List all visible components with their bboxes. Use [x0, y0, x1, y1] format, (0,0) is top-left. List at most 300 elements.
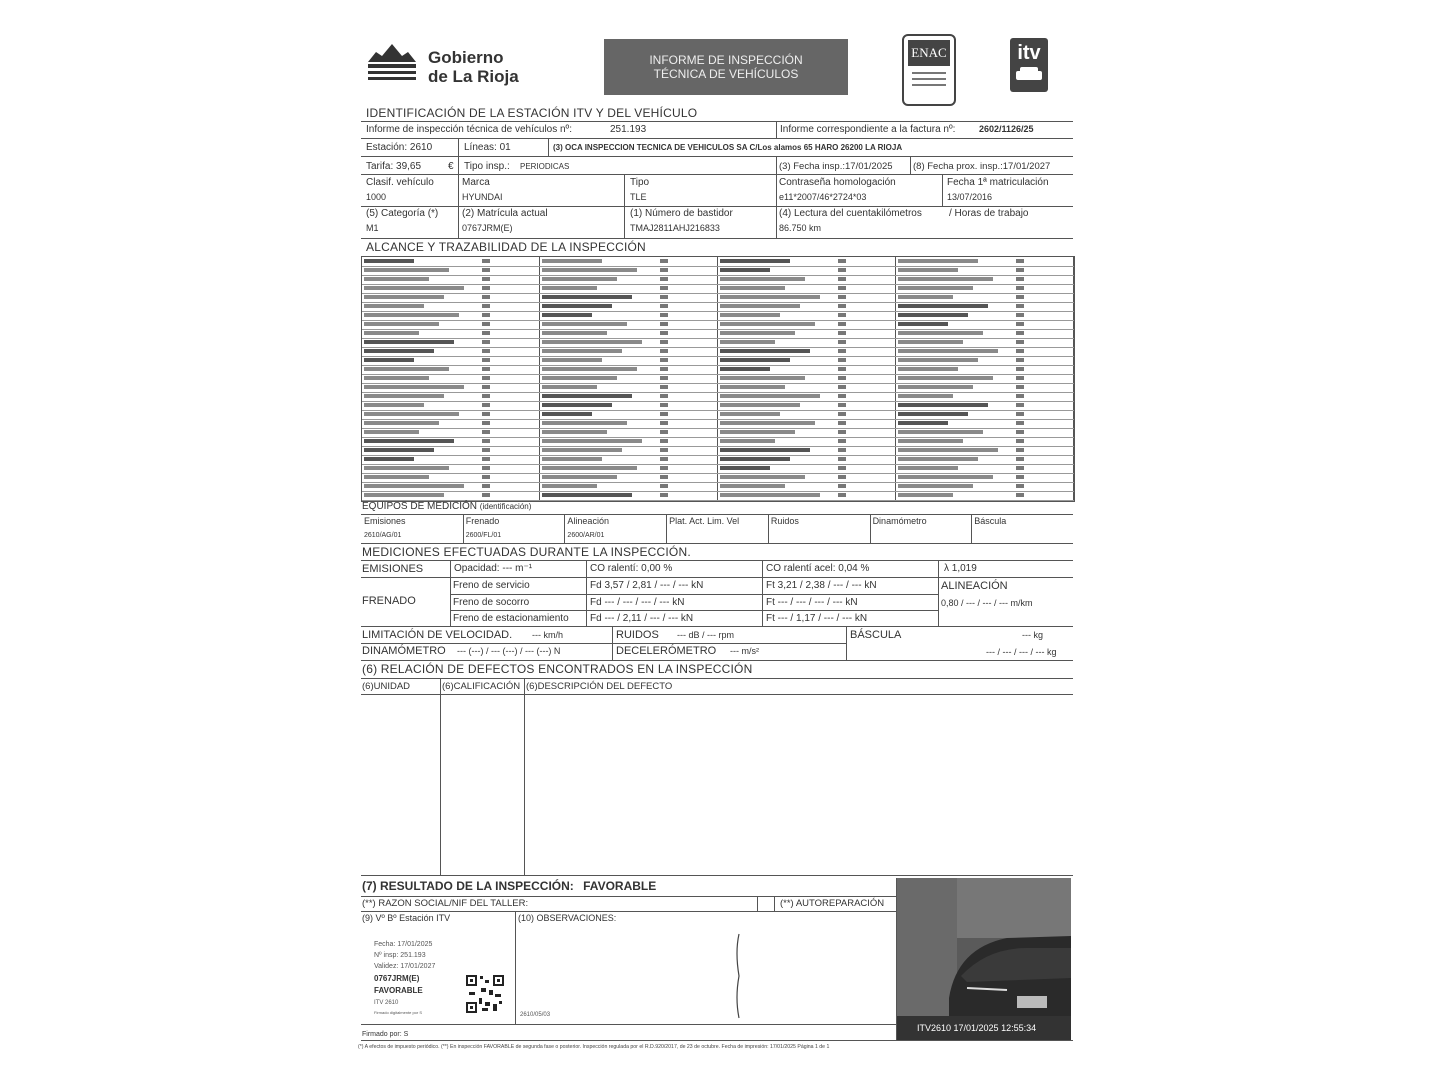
chassis-label: (1) Número de bastidor: [630, 208, 733, 219]
insp-type-label: Tipo insp.:: [464, 161, 510, 172]
grid-row-line: [896, 455, 1074, 456]
grid-item-status: [660, 304, 668, 308]
observations-label: (10) OBSERVACIONES:: [518, 913, 617, 923]
grid-item-status: [838, 322, 846, 326]
grid-item-status: [1016, 484, 1024, 488]
grid-row-line: [718, 284, 896, 285]
grid-item-text: [542, 367, 637, 371]
grid-item-text: [720, 421, 815, 425]
signed-by: Firmado por: S: [362, 1031, 409, 1038]
grid-row-line: [896, 329, 1074, 330]
equipment-value: 2600/AR/01: [567, 532, 605, 539]
emissions-label: EMISIONES: [362, 563, 424, 575]
grid-item-status: [660, 385, 668, 389]
grid-item-status: [838, 304, 846, 308]
service-brake-values: Fd 3,57 / 2,81 / --- / --- kN: [590, 580, 704, 591]
grid-item-status: [660, 349, 668, 353]
grid-row-line: [896, 311, 1074, 312]
first-registration-value: 13/07/2016: [947, 192, 993, 202]
grid-row-line: [540, 401, 718, 402]
equipment-header: Plat. Act. Lim. Vel: [669, 516, 740, 526]
grid-item-status: [838, 349, 846, 353]
lines-value: Líneas: 01: [464, 142, 511, 153]
emergency-brake-label: Freno de socorro: [453, 597, 530, 608]
parking-brake-values-2: Ft --- / 1,17 / --- / --- kN: [766, 613, 868, 624]
grid-row-line: [362, 275, 540, 276]
grid-item-text: [542, 331, 607, 335]
type-value: TLE: [630, 192, 647, 202]
grid-item-text: [898, 430, 983, 434]
grid-row-line: [362, 329, 540, 330]
grid-item-status: [660, 358, 668, 362]
plate-value: 0767JRM(E): [462, 223, 513, 233]
inspection-report-page: [352, 30, 1080, 1060]
grid-item-text: [364, 421, 439, 425]
grid-row-line: [718, 383, 896, 384]
grid-item-status: [482, 484, 490, 488]
grid-row-line: [896, 320, 1074, 321]
alignment-value: 0,80 / --- / --- / --- m/km: [941, 598, 1033, 608]
grid-item-status: [1016, 268, 1024, 272]
scope-checklist-grid: [361, 256, 1075, 502]
equipment-note: (identificación): [479, 502, 532, 511]
equipment-divider: [666, 515, 667, 543]
grid-item-text: [542, 421, 627, 425]
grid-row-line: [540, 311, 718, 312]
grid-item-text: [898, 277, 993, 281]
self-repair-checkbox[interactable]: [757, 896, 775, 912]
dynamometer-value: --- (---) / --- (---) / --- (---) N: [457, 646, 561, 656]
decelerometer-label: DECELERÓMETRO: [616, 645, 717, 657]
grid-item-text: [364, 376, 429, 380]
equipment-divider: [768, 515, 769, 543]
result-label: [362, 880, 656, 892]
grid-row-line: [896, 401, 1074, 402]
grid-item-status: [838, 457, 846, 461]
grid-row-line: [718, 419, 896, 420]
grid-item-text: [364, 412, 459, 416]
braking-label: FRENADO: [362, 595, 416, 607]
equipment-header: Frenado: [465, 516, 500, 526]
homologation-value: e11*2007/46*2724*03: [779, 192, 867, 202]
grid-item-status: [1016, 385, 1024, 389]
grid-item-status: [482, 385, 490, 389]
speed-limit-value: --- km/h: [532, 630, 563, 640]
grid-item-text: [898, 475, 993, 479]
grid-item-text: [720, 403, 800, 407]
grid-item-text: [542, 313, 592, 317]
org-name-line2: de La Rioja: [428, 67, 519, 86]
grid-item-status: [660, 268, 668, 272]
odometer-label: (4) Lectura del cuentakilómetros: [779, 208, 922, 219]
grid-row-line: [362, 293, 540, 294]
grid-item-status: [660, 295, 668, 299]
invoice-value: 2602/1126/25: [979, 124, 1034, 134]
grid-row-line: [718, 311, 896, 312]
grid-item-status: [838, 493, 846, 497]
enac-label: ENAC: [908, 40, 950, 66]
grid-item-status: [1016, 430, 1024, 434]
grid-row-line: [718, 455, 896, 456]
grid-item-text: [542, 475, 617, 479]
grid-item-status: [1016, 421, 1024, 425]
grid-item-status: [660, 457, 668, 461]
grid-row-line: [540, 410, 718, 411]
grid-row-line: [896, 473, 1074, 474]
grid-row-line: [718, 491, 896, 492]
grid-row-line: [362, 464, 540, 465]
grid-item-text: [720, 412, 780, 416]
grid-item-status: [482, 376, 490, 380]
grid-item-text: [898, 268, 958, 272]
brand-label: Marca: [462, 177, 490, 188]
grid-row-line: [540, 365, 718, 366]
grid-item-text: [364, 439, 454, 443]
grid-row-line: [718, 347, 896, 348]
grid-item-text: [364, 403, 424, 407]
result-title: (7) RESULTADO DE LA INSPECCIÓN:: [362, 879, 574, 893]
grid-item-text: [542, 304, 612, 308]
grid-row-line: [540, 392, 718, 393]
grid-row-line: [540, 473, 718, 474]
equipment-header: Báscula: [974, 516, 1007, 526]
noise-value: --- dB / --- rpm: [677, 630, 734, 640]
category-value: M1: [366, 223, 379, 233]
grid-row-line: [362, 302, 540, 303]
grid-item-text: [364, 295, 444, 299]
tariff-value: Tarifa: 39,65: [366, 161, 422, 172]
qr-code-icon: [465, 974, 505, 1014]
grid-row-line: [540, 266, 718, 267]
grid-item-status: [482, 394, 490, 398]
grid-item-status: [1016, 448, 1024, 452]
report-number-value: 251.193: [610, 124, 647, 135]
grid-item-status: [482, 430, 490, 434]
grid-item-status: [838, 376, 846, 380]
stamp-signature: Firmado digitalmente por S: [374, 1010, 423, 1015]
grid-row-line: [362, 383, 540, 384]
parking-brake-values: Fd --- / 2,11 / --- / --- kN: [590, 613, 694, 624]
grid-item-status: [660, 448, 668, 452]
grid-item-status: [482, 277, 490, 281]
grid-item-text: [720, 259, 790, 263]
grid-row-line: [540, 464, 718, 465]
grid-item-text: [364, 313, 459, 317]
grid-item-text: [720, 340, 775, 344]
grid-item-status: [660, 493, 668, 497]
grid-item-text: [542, 448, 622, 452]
grid-row-line: [362, 419, 540, 420]
grid-item-text: [720, 430, 795, 434]
result-value: FAVORABLE: [583, 879, 657, 893]
grid-item-status: [838, 394, 846, 398]
grid-item-status: [482, 313, 490, 317]
grid-item-text: [898, 394, 953, 398]
grid-item-status: [1016, 466, 1024, 470]
grid-row-line: [896, 275, 1074, 276]
grid-row-line: [896, 338, 1074, 339]
grid-item-text: [364, 457, 414, 461]
grid-item-text: [898, 466, 958, 470]
grid-row-line: [896, 491, 1074, 492]
grid-item-text: [364, 277, 429, 281]
grid-item-status: [1016, 331, 1024, 335]
grid-item-status: [482, 448, 490, 452]
grid-item-status: [482, 331, 490, 335]
co-idle-value: CO ralentí: 0,00 %: [590, 563, 673, 574]
grid-item-status: [660, 439, 668, 443]
grid-item-text: [898, 304, 988, 308]
homologation-label: Contraseña homologación: [779, 177, 896, 188]
footer-note: (*) A efectos de impuesto periódico. (**) En inspección FAVORABLE de segunda fase o posterior. Inspección regulada por el R.D.920/2017, de 23 de octubre. Fecha de impresión: 17/01/2025 Página 1 de 1: [358, 1044, 830, 1050]
grid-row-line: [362, 284, 540, 285]
grid-item-text: [364, 430, 419, 434]
grid-item-text: [720, 349, 810, 353]
class-value: 1000: [366, 192, 387, 202]
grid-item-text: [364, 304, 424, 308]
stamp-number: Nº insp: 251.193: [374, 952, 426, 959]
grid-item-text: [720, 394, 820, 398]
grid-row-line: [896, 374, 1074, 375]
grid-row-line: [540, 446, 718, 447]
brand-value: HYUNDAI: [462, 192, 503, 202]
grid-item-text: [898, 421, 948, 425]
grid-item-status: [660, 403, 668, 407]
grid-item-text: [898, 439, 963, 443]
grid-item-status: [838, 430, 846, 434]
grid-item-text: [898, 484, 973, 488]
station-id: Estación: 2610: [366, 142, 433, 153]
grid-item-text: [720, 322, 815, 326]
grid-row-line: [718, 365, 896, 366]
equipment-title: EQUIPOS DE MEDICIÓN: [362, 501, 478, 512]
grid-row-line: [896, 446, 1074, 447]
grid-item-text: [542, 259, 602, 263]
service-brake-label: Freno de servicio: [453, 580, 530, 591]
report-banner: [604, 39, 848, 95]
grid-item-text: [364, 475, 429, 479]
stamp-result: FAVORABLE: [374, 986, 423, 995]
grid-row-line: [540, 320, 718, 321]
section-equipment: [362, 502, 531, 512]
grid-item-status: [1016, 376, 1024, 380]
grid-item-status: [838, 277, 846, 281]
speed-limit-label: LIMITACIÓN DE VELOCIDAD.: [362, 629, 513, 641]
grid-row-line: [362, 410, 540, 411]
plate-label: (2) Matrícula actual: [462, 208, 548, 219]
stamp-itv: ITV 2610: [374, 1000, 399, 1006]
grid-item-status: [1016, 295, 1024, 299]
grid-item-status: [482, 412, 490, 416]
grid-item-status: [838, 268, 846, 272]
grid-row-line: [540, 284, 718, 285]
equipment-header: Dinamómetro: [872, 516, 927, 526]
station-name: (3) OCA INSPECCION TECNICA DE VEHICULOS SA C/Los alamos 65 HARO 26200 LA RIOJA: [553, 143, 903, 152]
grid-item-status: [482, 421, 490, 425]
grid-item-text: [898, 322, 948, 326]
grid-item-text: [720, 304, 800, 308]
grid-item-status: [1016, 322, 1024, 326]
grid-item-status: [482, 322, 490, 326]
grid-item-text: [542, 484, 597, 488]
grid-item-status: [482, 286, 490, 290]
grid-row-line: [362, 473, 540, 474]
stamp-plate: 0767JRM(E): [374, 974, 420, 983]
grid-item-status: [1016, 259, 1024, 263]
grid-item-status: [660, 322, 668, 326]
grid-item-text: [898, 295, 953, 299]
grid-item-status: [1016, 304, 1024, 308]
grid-row-line: [896, 347, 1074, 348]
grid-item-status: [660, 466, 668, 470]
grid-item-status: [660, 286, 668, 290]
grid-item-status: [660, 430, 668, 434]
grid-item-text: [364, 493, 444, 497]
first-registration-label: Fecha 1ª matriculación: [947, 177, 1049, 188]
grid-row-line: [718, 374, 896, 375]
grid-item-status: [1016, 439, 1024, 443]
org-name-line1: Gobierno: [428, 48, 504, 67]
grid-row-line: [718, 302, 896, 303]
grid-row-line: [362, 338, 540, 339]
grid-row-line: [540, 428, 718, 429]
grid-item-text: [364, 259, 414, 263]
grid-item-text: [898, 331, 983, 335]
grid-item-text: [364, 367, 449, 371]
grid-item-status: [482, 304, 490, 308]
grid-item-status: [660, 484, 668, 488]
grid-item-status: [482, 259, 490, 263]
grid-row-line: [718, 410, 896, 411]
grid-item-status: [482, 493, 490, 497]
equipment-divider: [564, 515, 565, 543]
scale-label: BÁSCULA: [850, 629, 902, 641]
noise-label: RUIDOS: [616, 629, 659, 641]
grid-row-line: [718, 401, 896, 402]
grid-row-line: [540, 419, 718, 420]
grid-row-line: [718, 356, 896, 357]
grid-row-line: [896, 428, 1074, 429]
grid-row-line: [540, 293, 718, 294]
grid-item-text: [898, 403, 988, 407]
grid-item-status: [838, 484, 846, 488]
grid-row-line: [718, 320, 896, 321]
grid-item-status: [660, 277, 668, 281]
grid-item-text: [542, 340, 642, 344]
grid-item-status: [660, 421, 668, 425]
banner-line1: INFORME DE INSPECCIÓN: [649, 53, 803, 67]
co-fast-idle-value: CO ralentí acel: 0,04 %: [766, 563, 870, 574]
grid-row-line: [718, 329, 896, 330]
grid-row-line: [896, 419, 1074, 420]
grid-item-status: [1016, 475, 1024, 479]
grid-item-status: [838, 475, 846, 479]
grid-item-text: [898, 367, 958, 371]
grid-item-status: [482, 340, 490, 344]
grid-item-status: [660, 376, 668, 380]
grid-item-text: [542, 466, 637, 470]
grid-item-status: [660, 412, 668, 416]
grid-item-text: [720, 358, 790, 362]
grid-row-line: [896, 365, 1074, 366]
grid-item-status: [482, 268, 490, 272]
grid-item-text: [542, 394, 632, 398]
grid-item-status: [482, 439, 490, 443]
grid-item-text: [898, 313, 968, 317]
grid-item-text: [542, 439, 642, 443]
grid-row-line: [540, 491, 718, 492]
grid-item-text: [364, 349, 434, 353]
grid-row-line: [362, 311, 540, 312]
grid-item-status: [1016, 349, 1024, 353]
grid-item-text: [720, 313, 780, 317]
grid-row-line: [362, 437, 540, 438]
grid-item-text: [898, 286, 973, 290]
grid-item-status: [1016, 394, 1024, 398]
grid-row-line: [540, 356, 718, 357]
grid-item-status: [1016, 358, 1024, 362]
equipment-value: 2600/FL/01: [465, 532, 502, 539]
grid-row-line: [718, 266, 896, 267]
stamp-date: Fecha: 17/01/2025: [374, 941, 433, 948]
grid-item-text: [364, 394, 444, 398]
grid-item-text: [364, 340, 454, 344]
grid-row-line: [540, 455, 718, 456]
defects-qualification-header: (6)CALIFICACIÓN: [442, 681, 521, 692]
grid-item-text: [364, 268, 449, 272]
observations-code: 2610/05/03: [520, 1012, 551, 1018]
grid-row-line: [362, 374, 540, 375]
emergency-brake-values: Fd --- / --- / --- / --- kN: [590, 597, 685, 608]
grid-item-text: [542, 385, 597, 389]
grid-item-text: [898, 349, 998, 353]
grid-item-status: [660, 475, 668, 479]
equipment-header: Emisiones: [364, 516, 406, 526]
station-approval-label: (9) Vº Bº Estación ITV: [362, 913, 451, 923]
grid-item-text: [720, 268, 770, 272]
invoice-label: Informe correspondiente a la factura nº:: [780, 124, 956, 135]
grid-row-line: [896, 437, 1074, 438]
grid-row-line: [896, 266, 1074, 267]
la-rioja-logo-icon: [366, 42, 418, 84]
grid-item-status: [482, 475, 490, 479]
grid-item-text: [898, 385, 973, 389]
self-repair-label: (**) AUTOREPARACIÓN: [780, 898, 885, 909]
decelerometer-value: --- m/s²: [730, 646, 759, 656]
vehicle-photo: [897, 878, 1071, 1040]
grid-row-line: [540, 374, 718, 375]
grid-item-text: [898, 493, 953, 497]
car-icon: [1010, 65, 1048, 85]
grid-item-text: [720, 367, 770, 371]
grid-item-status: [482, 367, 490, 371]
scale-value-axles: --- / --- / --- / --- kg: [986, 647, 1057, 657]
section-defects: (6) RELACIÓN DE DEFECTOS ENCONTRADOS EN LA INSPECCIÓN: [362, 662, 753, 676]
defects-description-header: (6)DESCRIPCIÓN DEL DEFECTO: [526, 681, 673, 692]
grid-row-line: [362, 320, 540, 321]
grid-item-text: [720, 376, 805, 380]
insp-date: (3) Fecha insp.:17/01/2025: [779, 161, 893, 172]
grid-row-line: [896, 410, 1074, 411]
grid-item-text: [542, 277, 617, 281]
lambda-value: λ 1,019: [944, 563, 977, 574]
grid-item-text: [720, 493, 820, 497]
grid-item-text: [542, 322, 627, 326]
grid-row-line: [540, 437, 718, 438]
grid-row-line: [718, 500, 896, 501]
grid-item-status: [838, 412, 846, 416]
grid-item-text: [898, 376, 993, 380]
